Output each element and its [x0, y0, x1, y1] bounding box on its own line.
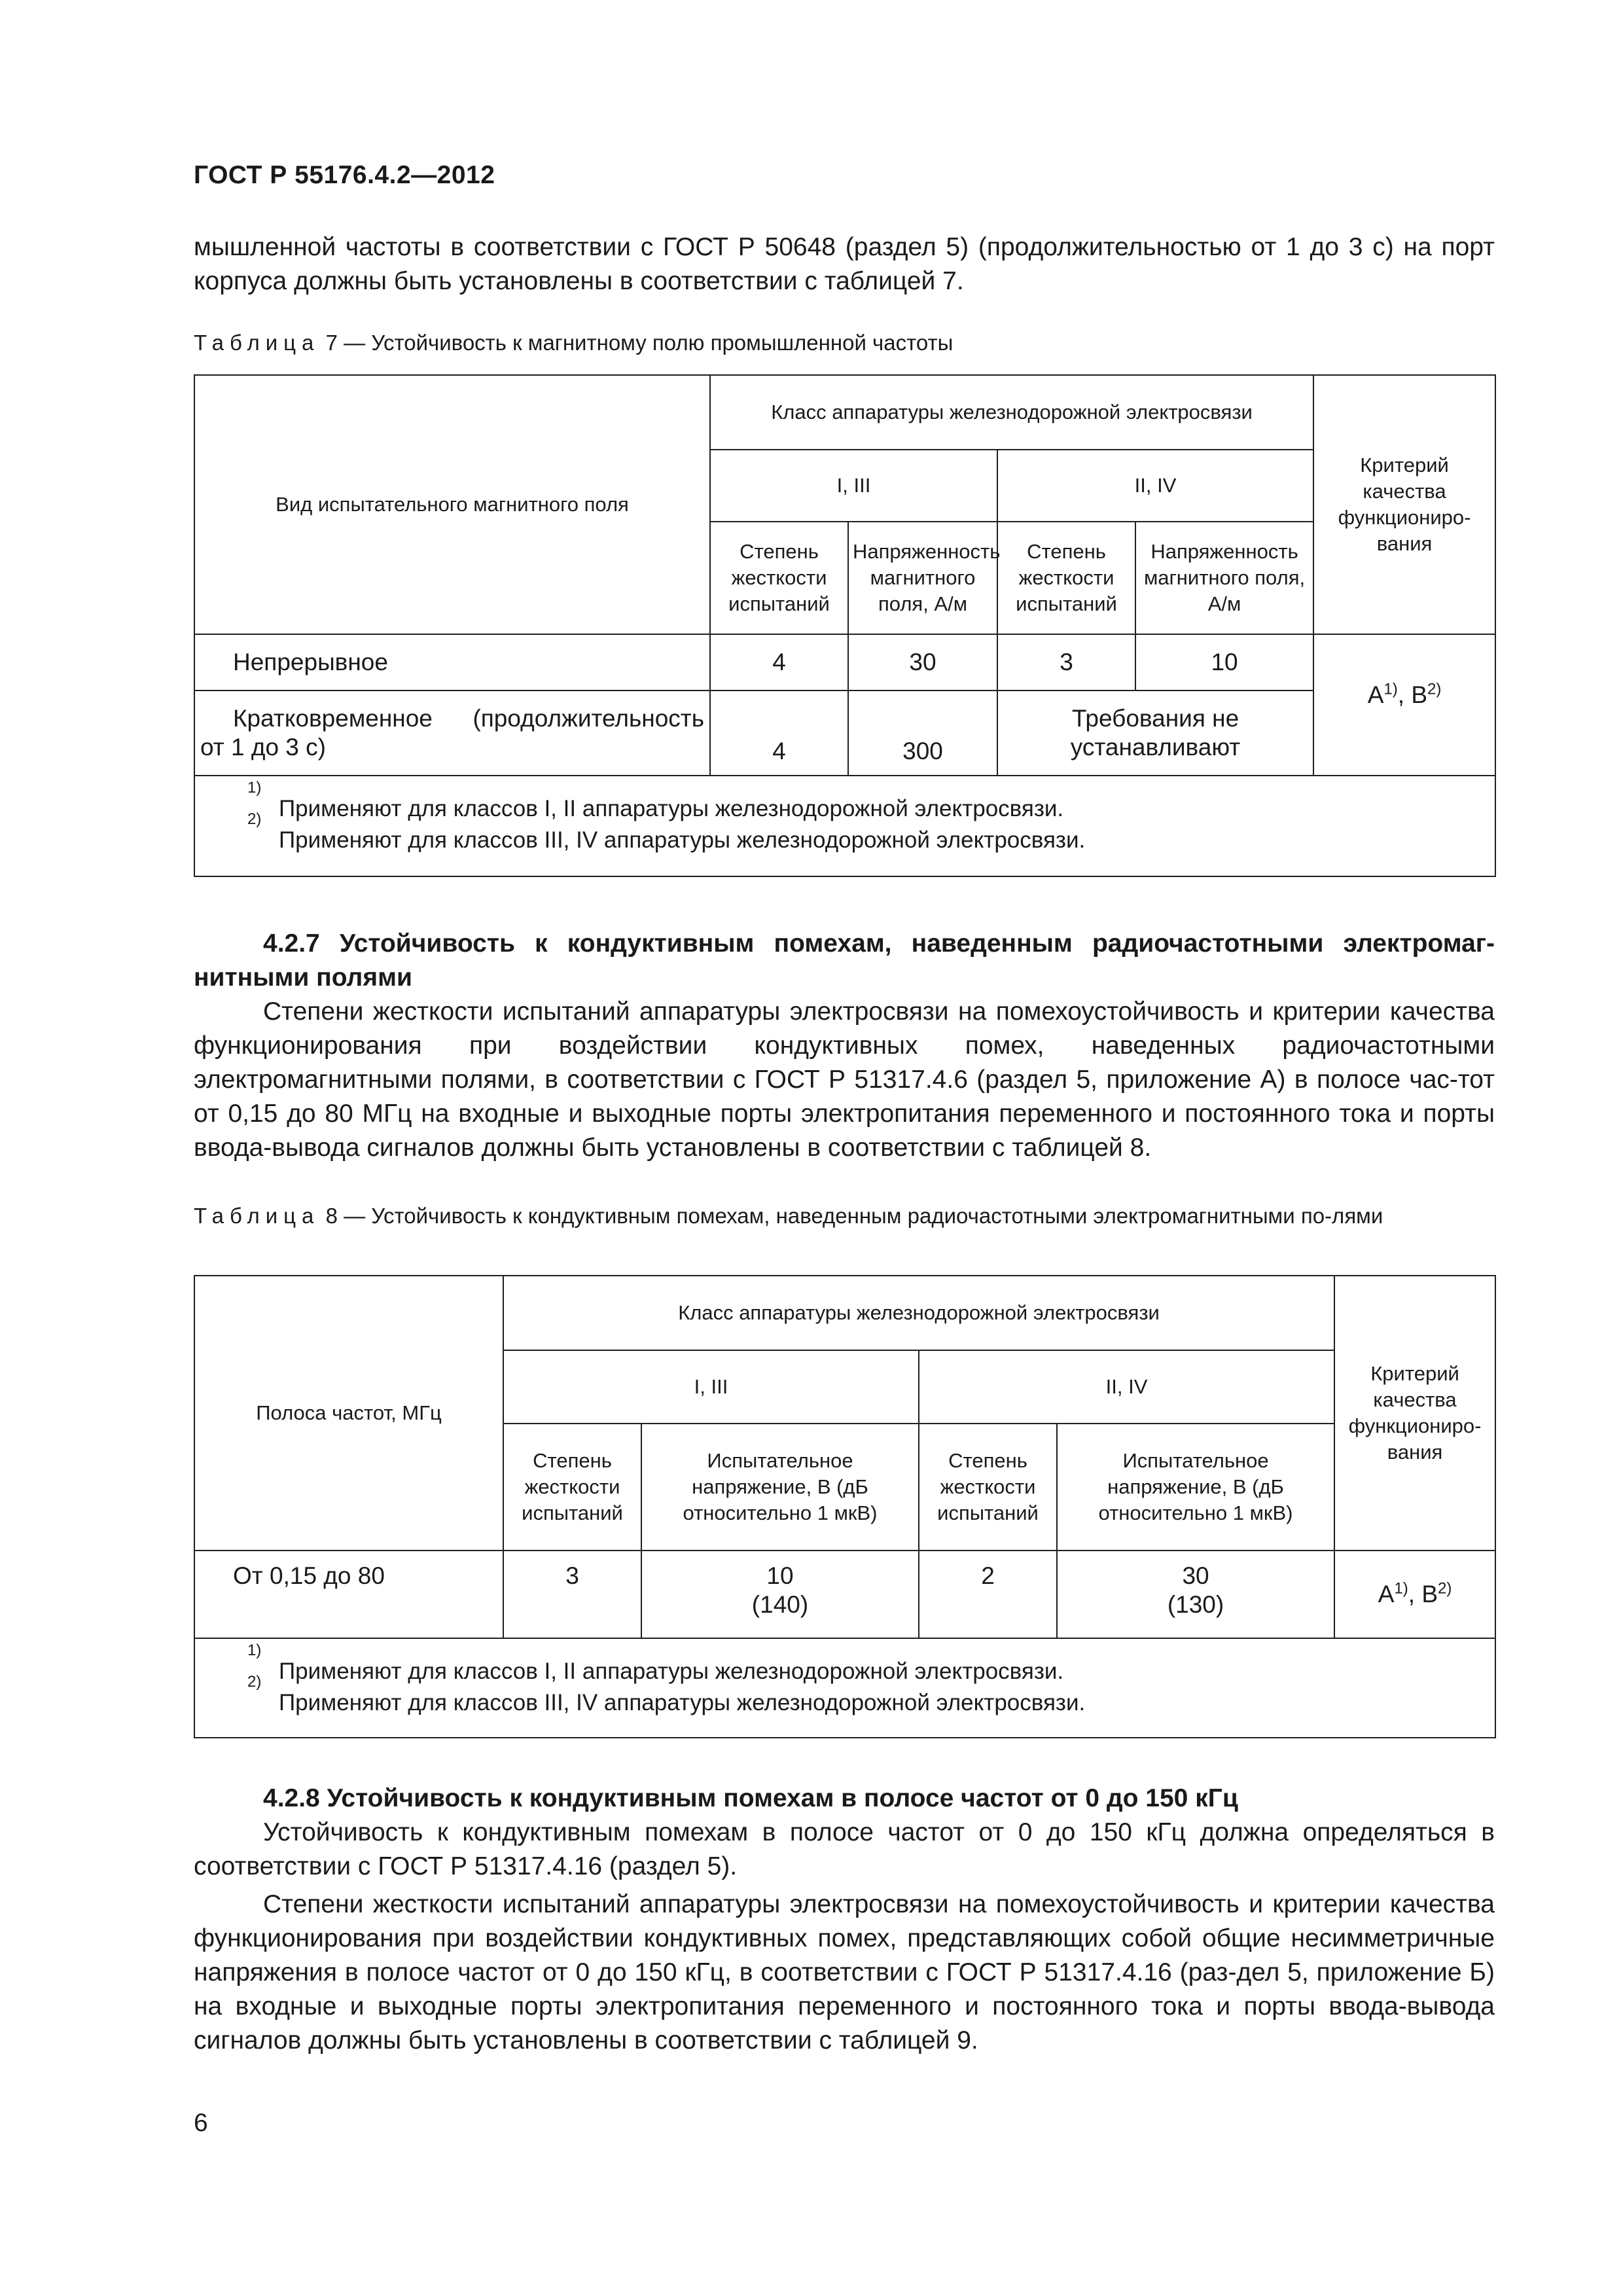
table7-col-criterion: Критерий качества функциониро-вания [1313, 375, 1495, 634]
table7 [194, 374, 1496, 877]
table8-notes [194, 1638, 1495, 1738]
table-row [194, 1551, 1495, 1638]
table8-caption-prefix: Таблица [194, 1204, 320, 1228]
table7-row2-deg1: 4 [710, 691, 848, 776]
table-row [194, 691, 1495, 776]
table8-criterion-value: $А^{1)}$, $В^{2)}$ [1334, 1551, 1495, 1638]
document-header: ГОСТ Р 55176.4.2—2012 [194, 161, 495, 189]
table7-group-2: II, IV [997, 450, 1313, 522]
table7-row1-label: Непрерывное [194, 634, 710, 691]
table7-row2-req: Требования не устанавливают [997, 691, 1313, 776]
table7-note-1: 1) Применяют для классов I, II аппаратуры железнодорожной электросвязи. [247, 779, 1064, 821]
table7-col-strength-1: Напряженность магнитного поля, А/м [848, 522, 997, 634]
table8-col-degree-2: Степень жесткости испытаний [919, 1424, 1057, 1551]
table8 [194, 1275, 1496, 1738]
table7-criterion-value: $А^{1)}$, $В^{2)}$ [1313, 634, 1495, 776]
table8-row-deg2: 2 [919, 1551, 1057, 1638]
table7-notes [194, 776, 1495, 876]
table8-col-degree-1: Степень жесткости испытаний [503, 1424, 641, 1551]
table7-row2-val1: 300 [848, 691, 997, 776]
section-427-title: 4.2.7 Устойчивость к кондуктивным помехам, наведенным радиочастотными электромаг-нитными полями [194, 929, 1495, 992]
table8-row-band: От 0,15 до 80 [194, 1551, 503, 1638]
section-427-body: Степени жесткости испытаний аппаратуры электросвязи на помехоустойчивость и критерии качества функционирования при воздействии кондуктивных помех, наведенных радиочастотными электромагнитными полями, в соответствии с ГОСТ Р 51317.4.6 (раздел 5, приложение А) в полосе час-тот от 0,15 до 80 МГц на входные и выходные порты электропитания переменного и постоянного тока и порты ввода-вывода сигналов должны быть установлены в соответствии с таблицей 8. [194, 997, 1495, 1162]
table7-row1-deg2: 3 [997, 634, 1135, 691]
table-row [194, 634, 1495, 691]
table7-caption [194, 330, 1495, 356]
table7-row2-label: Кратковременное (продолжительность от 1 до 3 с) [194, 691, 710, 776]
section-428-p2: Степени жесткости испытаний аппаратуры электросвязи на помехоустойчивость и критерии качества функционирования при воздействии кондуктивных помех, представляющих собой общие несимметричные напряжения в полосе частот от 0 до 150 кГц, в соответствии с ГОСТ Р 51317.4.16 (раз-дел 5, приложение Б) на входные и выходные порты электропитания переменного и постоянного тока и порты ввода-вывода сигналов должны быть установлены в соответствии с таблицей 9. [194, 1890, 1495, 2054]
table7-note-2: 2) Применяют для классов III, IV аппаратуры железнодорожной электросвязи. [247, 810, 1086, 853]
table8-col-class: Класс аппаратуры железнодорожной электросвязи [503, 1276, 1334, 1350]
table7-caption-prefix: Таблица [194, 331, 320, 355]
table7-col-strength-2: Напряженность магнитного поля, А/м [1135, 522, 1313, 634]
table8-caption-text: 8 — Устойчивость к кондуктивным помехам, наведенным радиочастотными электромагнитными по-лями [325, 1204, 1383, 1228]
table8-note-2: 2) Применяют для классов III, IV аппаратуры железнодорожной электросвязи. [247, 1673, 1086, 1715]
table8-note-1: 1) Применяют для классов I, II аппаратуры железнодорожной электросвязи. [247, 1641, 1064, 1684]
table8-row-deg1: 3 [503, 1551, 641, 1638]
table8-group-1: I, III [503, 1350, 919, 1424]
table8-col-voltage-1: Испытательное напряжение, В (дБ относительно 1 мкВ) [641, 1424, 919, 1551]
table7-row1-val2: 10 [1135, 634, 1313, 691]
table7-col-degree-2: Степень жесткости испытаний [997, 522, 1135, 634]
table7-col-degree-1: Степень жесткости испытаний [710, 522, 848, 634]
section-428-title: 4.2.8 Устойчивость к кондуктивным помехам в полосе частот от 0 до 150 кГц [263, 1784, 1238, 1812]
table8-row-v1: 10 (140) [641, 1551, 919, 1638]
intro-paragraph: мышленной частоты в соответствии с ГОСТ Р 50648 (раздел 5) (продолжительностью от 1 до 3 с) на порт корпуса должны быть установлены в соответствии с таблицей 7. [194, 233, 1495, 295]
table7-caption-text: 7 — Устойчивость к магнитному полю промышленной частоты [325, 331, 954, 355]
table8-group-2: II, IV [919, 1350, 1334, 1424]
page-number: 6 [194, 2109, 208, 2137]
section-428-p1: Устойчивость к кондуктивным помехам в полосе частот от 0 до 150 кГц должна определяться в соответствии с ГОСТ Р 51317.4.16 (раздел 5). [194, 1818, 1495, 1880]
table8-caption [194, 1203, 1495, 1229]
table7-row1-val1: 30 [848, 634, 997, 691]
table7-col-class: Класс аппаратуры железнодорожной электросвязи [710, 375, 1313, 450]
table7-group-1: I, III [710, 450, 997, 522]
table7-col-field: Вид испытательного магнитного поля [194, 375, 710, 634]
table8-col-voltage-2: Испытательное напряжение, В (дБ относительно 1 мкВ) [1057, 1424, 1334, 1551]
table7-row1-deg1: 4 [710, 634, 848, 691]
table8-col-band: Полоса частот, МГц [194, 1276, 503, 1551]
table8-row-v2: 30 (130) [1057, 1551, 1334, 1638]
table8-col-criterion: Критерий качества функциониро-вания [1334, 1276, 1495, 1551]
